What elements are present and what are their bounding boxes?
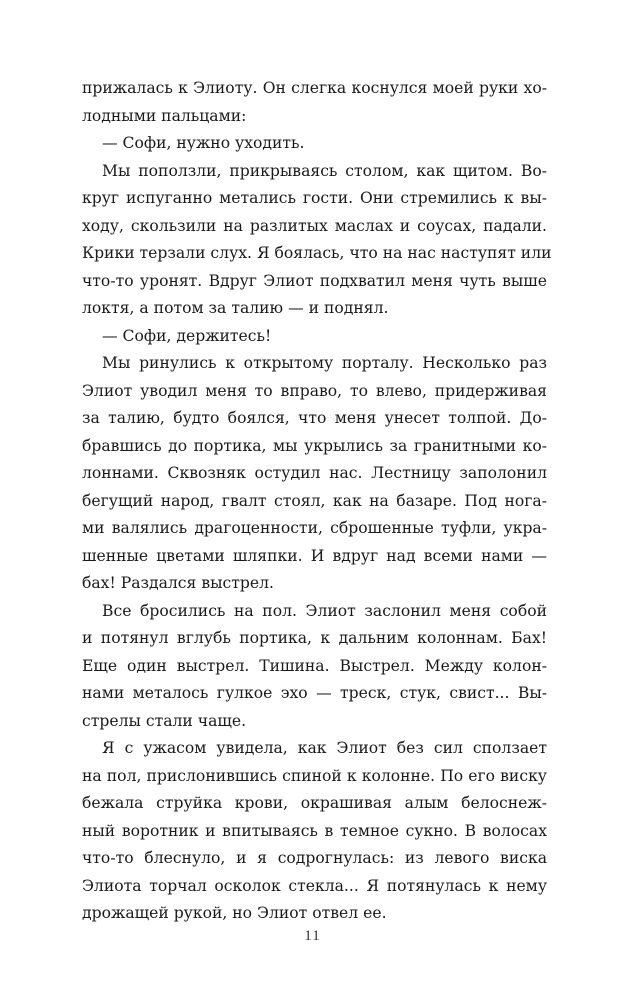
text-line: стрелы стали чаще. (82, 711, 247, 730)
page-number: 11 (304, 928, 321, 944)
text-line: Элиота торчал осколок стекла... Я потянулась к нему (82, 876, 547, 895)
text-line: ный воротник и впитываясь в темное сукно. В волосах (82, 821, 547, 840)
text-line: что-то уронят. Вдруг Элиот подхватил меня чуть выше (82, 271, 547, 290)
text-line: и потянул вглубь портика, к дальним колоннам. Бах! (82, 629, 547, 647)
text-line: бравшись до портика, мы укрылись за гранитными ко- (82, 436, 547, 455)
text-line: за талию, будто боялся, что меня унесет толпой. До- (82, 409, 547, 427)
text-line: бежала струйка крови, окрашивая алым белоснеж- (82, 794, 547, 812)
text-line: Элиот уводил меня то вправо, то влево, придерживая (82, 381, 547, 400)
text-line: шенные цветами шляпки. И вдруг над всеми нами — (82, 546, 547, 565)
text-line: ходу, скользили на разлитых маслах и соусах, падали. (82, 216, 547, 235)
text-line: лодными пальцами: (82, 106, 247, 125)
text-line: бах! Раздался выстрел. (82, 574, 274, 592)
text-line: дрожащей рукой, но Элиот отвел ее. (82, 904, 387, 922)
page-text (82, 75, 552, 928)
text-line: круг испуганно метались гости. Они стремились к вы- (82, 189, 547, 207)
text-line: Я с ужасом увидела, как Элиот без сил сползает (102, 739, 547, 757)
text-line: прижалась к Элиоту. Он слегка коснулся моей руки хо- (82, 79, 547, 97)
text-line: что-то блеснуло, и я содрогнулась: из левого виска (82, 849, 547, 867)
text-line: — Софи, нужно уходить. (102, 134, 305, 152)
text-line: бегущий народ, гвалт стоял, как на базаре. Под нога- (82, 491, 547, 510)
text-line: Еще один выстрел. Тишина. Выстрел. Между колон- (82, 656, 547, 675)
text-line: Мы ринулись к открытому порталу. Несколько раз (102, 354, 547, 372)
text-line: Все бросились на пол. Элиот заслонил меня собой (102, 601, 547, 620)
text-line: на пол, прислонившись спиной к колонне. По его виску (82, 766, 547, 785)
text-line: Мы поползли, прикрываясь столом, как щитом. Во- (102, 161, 547, 180)
text-line: — Софи, держитесь! (102, 326, 272, 345)
text-line: нами металось гулкое эхо — треск, стук, свист... Вы- (82, 684, 547, 702)
text-line: ми валялись драгоценности, сброшенные туфли, укра- (82, 519, 547, 537)
text-line: Крики терзали слух. Я боялась, что на нас наступят или (82, 244, 552, 262)
text-line: лоннами. Сквозняк остудил нас. Лестницу заполонил (82, 464, 547, 482)
text-line: локтя, а потом за талию — и поднял. (82, 299, 389, 317)
